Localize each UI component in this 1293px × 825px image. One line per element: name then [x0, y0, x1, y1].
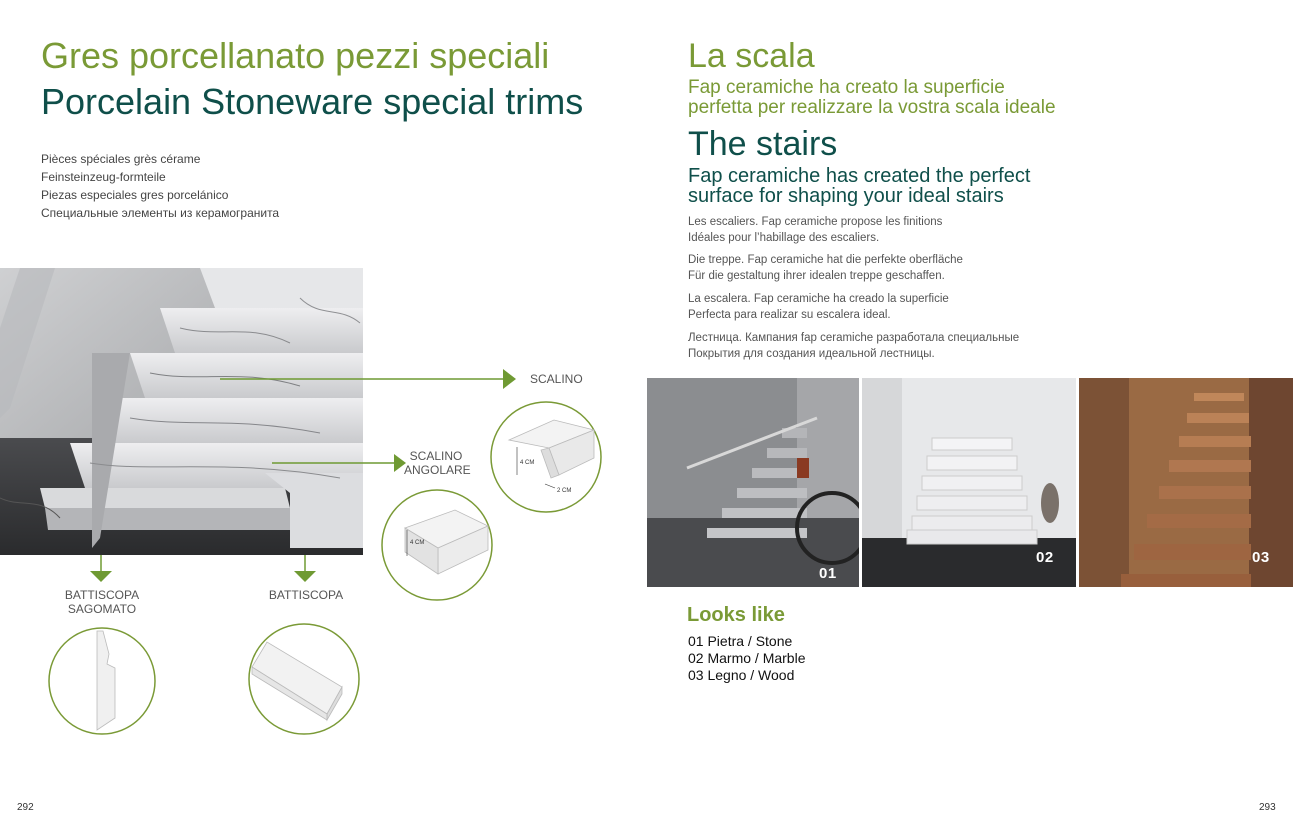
photo-stone-stairs — [647, 378, 859, 587]
photo-number-03: 03 — [1252, 549, 1270, 566]
label-scalino-angolare: SCALINO ANGOLARE — [404, 449, 471, 477]
section-subtitle-english: Fap ceramiche has created the perfect surface for shaping your ideal stairs — [688, 165, 1031, 207]
stone-stairs-illustration — [647, 378, 859, 587]
battiscopa-sagomato-profile-diagram — [47, 626, 157, 736]
photo-number-01: 01 — [819, 565, 837, 582]
title-spanish: Piezas especiales gres porcelánico — [41, 188, 229, 202]
battiscopa-arrow — [294, 571, 316, 582]
dim-step-depth: 2 CM — [557, 488, 572, 494]
title-russian: Специальные элементы из керамогранита — [41, 206, 280, 220]
page-number-right: 293 — [1259, 802, 1276, 813]
title-german: Feinsteinzeug-formteile — [41, 170, 166, 184]
looks-like-item: 01 Pietra / Stone — [688, 633, 793, 649]
paragraph-russian: Лестница. Кампания fap ceramiche разработала специальные Покрытия для создания идеальной лестницы. — [688, 332, 1020, 360]
page-title-english: Porcelain Stoneware special trims — [41, 81, 584, 122]
looks-like-item: 02 Marmo / Marble — [688, 650, 806, 666]
paragraph-french: Les escaliers. Fap ceramiche propose les finitions Idéales pour l’habillage des escaliers. — [688, 216, 943, 244]
label-battiscopa-sagomato: BATTISCOPA SAGOMATO — [64, 588, 140, 616]
photo-wood-stairs — [1079, 378, 1293, 587]
dim-step-height: 4 CM — [520, 460, 535, 466]
label-scalino: SCALINO — [530, 372, 583, 386]
page-number-left: 292 — [17, 802, 34, 813]
title-french: Pièces spéciales grès cérame — [41, 152, 201, 166]
page-title-italian: Gres porcellanato pezzi speciali — [41, 35, 550, 76]
label-battiscopa: BATTISCOPA — [268, 588, 344, 602]
looks-like-item: 03 Legno / Wood — [688, 667, 795, 683]
battiscopa-profile-diagram — [247, 622, 361, 736]
scalino-angolare-profile-diagram — [380, 488, 494, 602]
section-title-italian: La scala — [688, 37, 815, 75]
looks-like-list — [688, 633, 805, 684]
scalino-arrowhead — [503, 369, 516, 389]
paragraph-german: Die treppe. Fap ceramiche hat die perfekte oberfläche Für die gestaltung ihrer idealen treppe geschaffen. — [688, 254, 963, 282]
battiscopa-sagomato-arrow — [90, 571, 112, 582]
photo-number-02: 02 — [1036, 549, 1054, 566]
dim-corner-height: 4 CM — [410, 540, 425, 546]
photo-marble-stairs — [862, 378, 1076, 587]
section-subtitle-italian: Fap ceramiche ha creato la superficie perfetta per realizzare la vostra scala ideale — [688, 77, 1056, 118]
looks-like-title: Looks like — [687, 604, 785, 626]
scalino-profile-diagram — [489, 400, 603, 514]
paragraph-spanish: La escalera. Fap ceramiche ha creado la superficie Perfecta para realizar su escalera ideal. — [688, 293, 949, 321]
section-title-english: The stairs — [688, 125, 838, 163]
